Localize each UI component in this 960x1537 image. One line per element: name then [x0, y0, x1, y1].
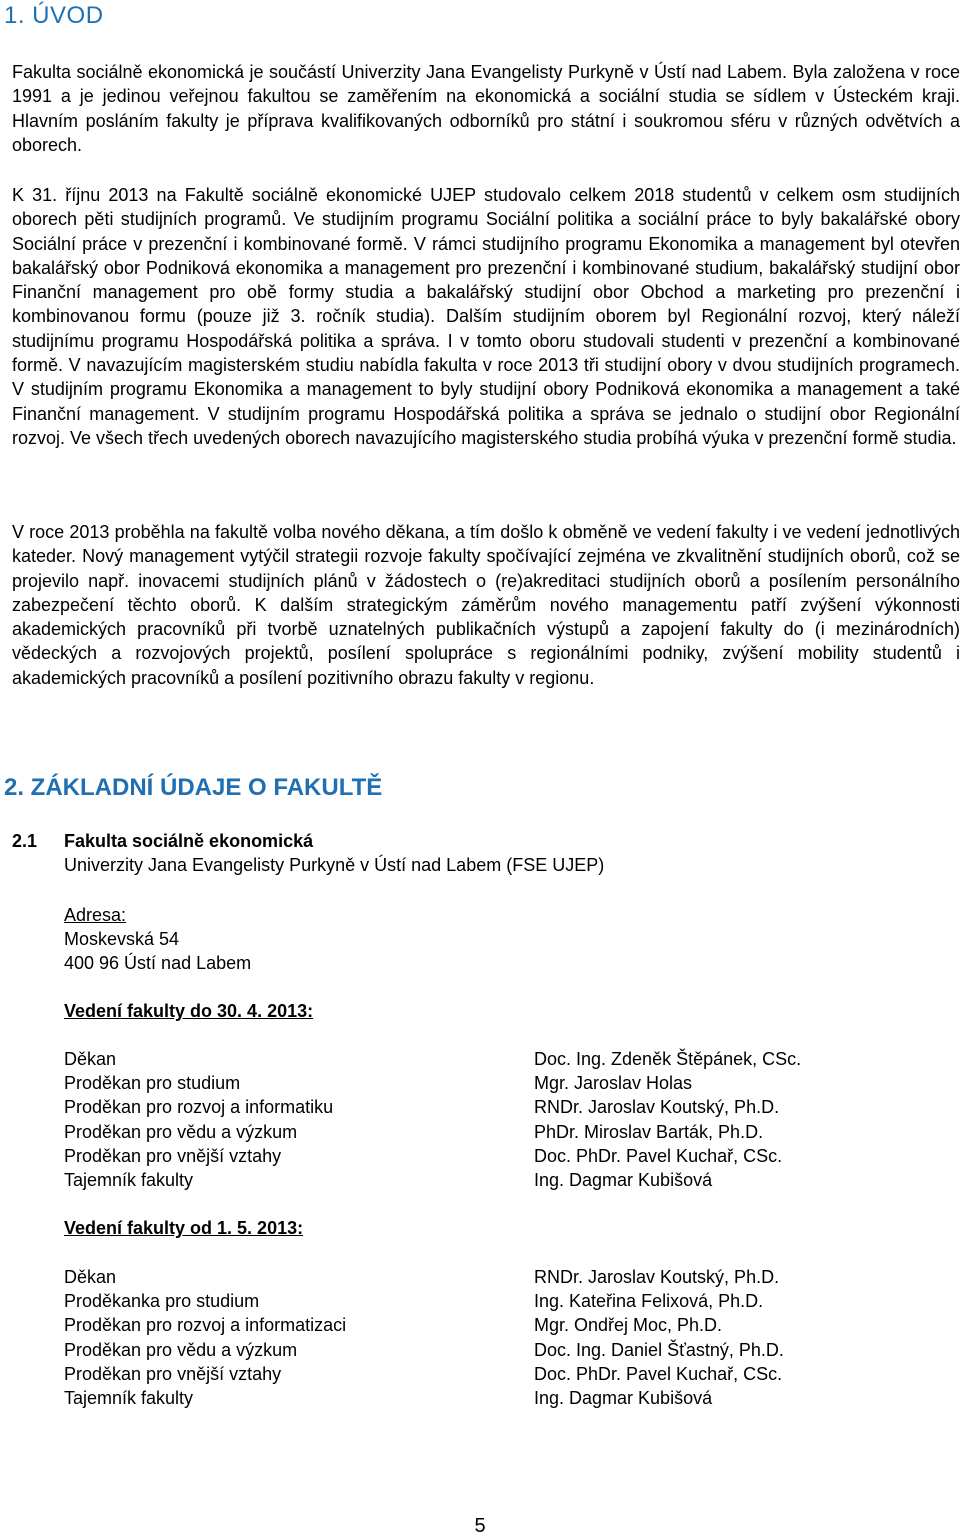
- staff-role: Tajemník fakulty: [64, 1169, 194, 1190]
- staff-row: [64, 1095, 944, 1119]
- staff-role: Proděkan pro vnější vztahy: [64, 1145, 282, 1166]
- staff-person: Mgr. Ondřej Moc, Ph.D.: [534, 1315, 723, 1336]
- staff-role: Proděkan pro vnější vztahy: [64, 1363, 282, 1384]
- staff-role: Tajemník fakulty: [64, 1387, 194, 1408]
- leadership-after-list: [64, 1265, 944, 1410]
- address-block: [64, 903, 251, 976]
- staff-person: Doc. Ing. Zdeněk Štěpánek, CSc.: [534, 1049, 802, 1069]
- staff-role: Proděkan pro rozvoj a informatiku: [64, 1097, 334, 1118]
- staff-person: Ing. Dagmar Kubišová: [534, 1169, 713, 1190]
- intro-paragraph-2: K 31. říjnu 2013 na Fakultě sociálně ekonomické UJEP studovalo celkem 2018 studentů v celkem osm studijních oborech pěti studijních programů. Ve studijním programu Sociální politika a sociální práce to byly bakalářské obory Sociální práce v prezenční i kombinované formě. V rámci studijního programu Ekonomika a management byl otevřen bakalářský obor Podniková ekonomika a management pro prezenční i kombinované studium, bakalářský studijní obor Finanční management pro obě formy studia a bakalářský studijní obor Obchod a marketing pro prezenční i kombinovanou formu (pouze již 3. ročník studia). Dalším studijním oborem byl Regionální rozvoj, který náleží studijnímu programu Hospodářská politika a správa. I v tomto oboru studovali studenti v prezenční a kombinované formě. V navazujícím magisterském studiu nabídla fakulta v roce 2013 tři studijní obory v dvou studijních programech. V studijním programu Ekonomika a management to byly studijní obory Podniková ekonomika a management a také Finanční management. V studijním programu Hospodářská politika a správa se jednalo o studijní obor Regionální rozvoj. Ve všech třech uvedených oborech navazujícího magisterského studia probíhá výuka v prezenční formě studia.: [12, 185, 960, 448]
- staff-person: RNDr. Jaroslav Koutský, Ph.D.: [534, 1267, 780, 1287]
- address-line-2: 400 96 Ústí nad Labem: [64, 953, 252, 974]
- staff-row: [64, 1168, 944, 1192]
- subsection-title: Fakulta sociálně ekonomická: [64, 831, 314, 851]
- staff-row: [64, 1144, 944, 1168]
- staff-role: Proděkanka pro studium: [64, 1291, 260, 1312]
- staff-person: Doc. PhDr. Pavel Kuchař, CSc.: [534, 1145, 783, 1166]
- leadership-before-heading: Vedení fakulty do 30. 4. 2013:: [64, 1001, 314, 1021]
- intro-paragraph-3: V roce 2013 proběhla na fakultě volba nového děkana, a tím došlo k obměně ve vedení fakulty i ve vedení jednotlivých kateder. Nový management vytýčil strategii rozvoje fakulty spočívající zejména ve zkvalitnění studijních oborů, což se projevilo např. inovacemi studijních plánů v žádostech o (re)akreditaci studijních oborů a posílením personálního zabezpečení těchto oborů. K dalším strategickým záměrům nového managementu patří zvýšení výkonnosti akademických pracovníků při tvorbě uznatelných publikačních výstupů a zapojení fakulty do (i mezinárodních) vědeckých a rozvojových projektů, posílení spolupráce s regionálními podniky, zvýšení mobility studentů i akademických pracovníků a posílení pozitivního obrazu fakulty v regionu.: [12, 522, 960, 688]
- page-number: 5: [474, 1515, 486, 1537]
- staff-person: Doc. PhDr. Pavel Kuchař, CSc.: [534, 1363, 783, 1384]
- staff-role: Proděkan pro vědu a výzkum: [64, 1339, 298, 1360]
- staff-row: [64, 1071, 944, 1095]
- intro-paragraph-1: Fakulta sociálně ekonomická je součástí Univerzity Jana Evangelisty Purkyně v Ústí nad Labem. Byla založena v roce 1991 a je jedinou veřejnou fakultou se zaměřením na ekonomická a sociální studia se sídlem v Ústeckém kraji. Hlavním posláním fakulty je příprava kvalifikovaných odborníků pro státní i soukromou sféru v různých odvětvích a oborech.: [12, 62, 960, 155]
- staff-role: Proděkan pro rozvoj a informatizaci: [64, 1315, 347, 1336]
- staff-role: Děkan: [64, 1049, 117, 1069]
- address-label: Adresa:: [64, 905, 127, 925]
- section-1-title: 1. ÚVOD: [4, 2, 104, 29]
- staff-row: [64, 1047, 944, 1071]
- staff-row: [64, 1289, 944, 1313]
- staff-person: RNDr. Jaroslav Koutský, Ph.D.: [534, 1097, 780, 1118]
- staff-row: [64, 1265, 944, 1289]
- staff-row: [64, 1386, 944, 1410]
- leadership-after-heading: Vedení fakulty od 1. 5. 2013:: [64, 1218, 304, 1238]
- staff-role: Proděkan pro vědu a výzkum: [64, 1121, 298, 1142]
- staff-person: Ing. Dagmar Kubišová: [534, 1387, 713, 1408]
- staff-person: Ing. Kateřina Felixová, Ph.D.: [534, 1291, 764, 1312]
- leadership-before-list: [64, 1047, 944, 1192]
- staff-person: PhDr. Miroslav Barták, Ph.D.: [534, 1121, 764, 1142]
- staff-row: [64, 1120, 944, 1144]
- staff-row: [64, 1362, 944, 1386]
- staff-row: [64, 1313, 944, 1337]
- staff-role: Proděkan pro studium: [64, 1073, 241, 1094]
- staff-role: Děkan: [64, 1267, 117, 1287]
- staff-row: [64, 1338, 944, 1362]
- staff-person: Mgr. Jaroslav Holas: [534, 1073, 693, 1094]
- address-line-1: Moskevská 54: [64, 929, 180, 950]
- section-2-title: 2. ZÁKLADNÍ ÚDAJE O FAKULTĚ: [4, 774, 383, 801]
- subsection-number: 2.1: [12, 831, 38, 851]
- faculty-full-name: Univerzity Jana Evangelisty Purkyně v Ústí nad Labem (FSE UJEP): [64, 855, 605, 875]
- staff-person: Doc. Ing. Daniel Šťastný, Ph.D.: [534, 1339, 784, 1360]
